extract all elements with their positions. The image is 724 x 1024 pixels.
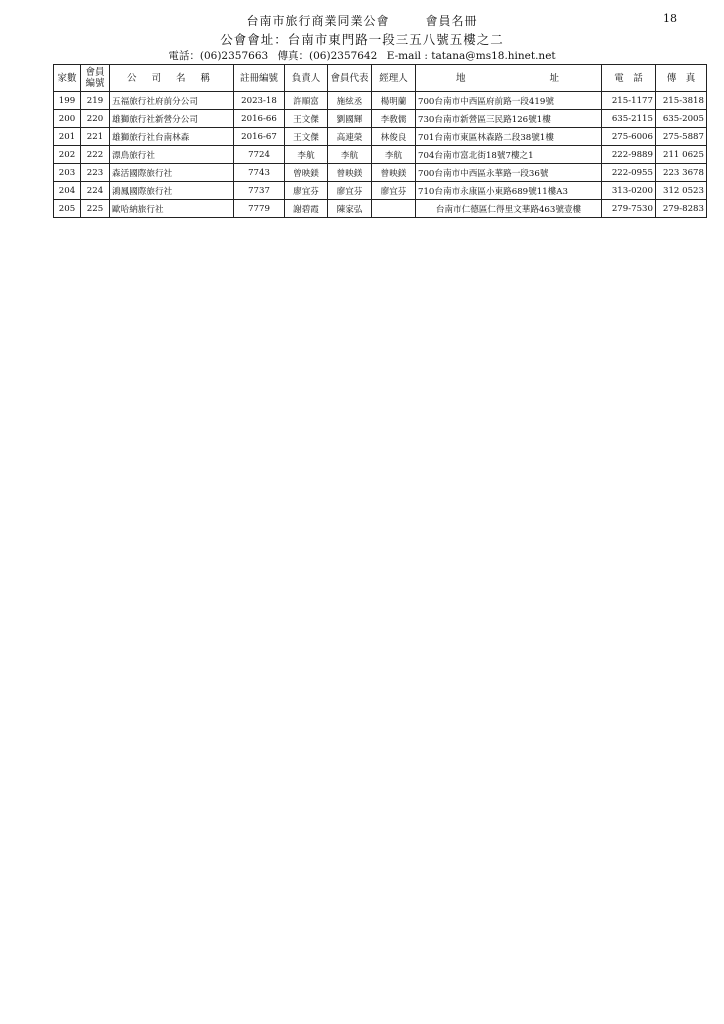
cell-phone: 222-0955 <box>602 164 656 182</box>
cell-rep: 陳家弘 <box>328 200 372 218</box>
cell-company: 五福旅行社府前分公司 <box>110 92 234 110</box>
header-member-no-line2: 編號 <box>85 78 105 89</box>
cell-address: 700台南市中西區府前路一段419號 <box>416 92 602 110</box>
cell-owner: 許順富 <box>285 92 328 110</box>
table-row <box>54 128 707 146</box>
cell-company: 雄獅旅行社新營分公司 <box>110 110 234 128</box>
cell-company: 森活國際旅行社 <box>110 164 234 182</box>
cell-address: 700台南市中西區永華路一段36號 <box>416 164 602 182</box>
page-number: 18 <box>663 12 677 25</box>
cell-address: 730台南市新營區三民路126號1樓 <box>416 110 602 128</box>
cell-member-no: 221 <box>81 128 110 146</box>
member-table <box>53 64 707 218</box>
table-row <box>54 164 707 182</box>
contact-line <box>0 48 724 63</box>
cell-address: 台南市仁德區仁得里文華路463號壹樓 <box>416 200 602 218</box>
table-row <box>54 200 707 218</box>
cell-address: 704台南市富北街18號7樓之1 <box>416 146 602 164</box>
header-owner: 負責人 <box>285 65 328 92</box>
header-address-right: 址 <box>549 72 559 84</box>
register-title: 會員名冊 <box>425 14 478 28</box>
header-phone: 電 話 <box>602 65 656 92</box>
header-fax: 傳 真 <box>656 65 707 92</box>
header-company: 公 司 名 稱 <box>110 65 234 92</box>
cell-seq: 199 <box>54 92 81 110</box>
cell-owner: 李航 <box>285 146 328 164</box>
cell-manager: 李敎儒 <box>372 110 416 128</box>
cell-phone: 313-0200 <box>602 182 656 200</box>
fax-text: 傳真：(06)2357642 <box>277 50 378 62</box>
cell-company: 鴻鳳國際旅行社 <box>110 182 234 200</box>
cell-phone: 222-9889 <box>602 146 656 164</box>
cell-manager <box>372 200 416 218</box>
cell-owner: 曾映鎂 <box>285 164 328 182</box>
cell-fax: 279-8283 <box>656 200 707 218</box>
cell-address: 710台南市永康區小東路689號11樓A3 <box>416 182 602 200</box>
table-row <box>54 110 707 128</box>
email-text: E-mail : tatana@ms18.hinet.net <box>386 50 556 62</box>
header-member-no <box>81 65 110 92</box>
cell-fax: 635-2005 <box>656 110 707 128</box>
cell-member-no: 220 <box>81 110 110 128</box>
cell-member-no: 219 <box>81 92 110 110</box>
cell-rep: 李航 <box>328 146 372 164</box>
cell-rep: 曾映鎂 <box>328 164 372 182</box>
cell-rep: 高連榮 <box>328 128 372 146</box>
header-seq: 家數 <box>54 65 81 92</box>
cell-fax: 275-5887 <box>656 128 707 146</box>
cell-reg-no: 2023-18 <box>234 92 285 110</box>
header-row <box>54 65 707 92</box>
association-address: 公會會址：台南市東門路一段三五八號五樓之二 <box>220 32 504 47</box>
cell-phone: 275-6006 <box>602 128 656 146</box>
cell-fax: 215-3818 <box>656 92 707 110</box>
cell-rep: 劉國輝 <box>328 110 372 128</box>
cell-fax: 312 0523 <box>656 182 707 200</box>
cell-address: 701台南市東區林森路二段38號1樓 <box>416 128 602 146</box>
cell-manager: 楊明蘭 <box>372 92 416 110</box>
cell-reg-no: 7743 <box>234 164 285 182</box>
cell-fax: 223 3678 <box>656 164 707 182</box>
header-address-left: 地 <box>456 72 466 84</box>
header-reg-no: 註冊編號 <box>234 65 285 92</box>
cell-owner: 謝碧霞 <box>285 200 328 218</box>
header-rep: 會員代表 <box>328 65 372 92</box>
cell-seq: 201 <box>54 128 81 146</box>
cell-company: 漂鳥旅行社 <box>110 146 234 164</box>
table-row <box>54 146 707 164</box>
header-address <box>416 65 602 92</box>
cell-reg-no: 7779 <box>234 200 285 218</box>
cell-fax: 211 0625 <box>656 146 707 164</box>
cell-phone: 279-7530 <box>602 200 656 218</box>
cell-member-no: 222 <box>81 146 110 164</box>
cell-manager: 李航 <box>372 146 416 164</box>
header-manager: 經理人 <box>372 65 416 92</box>
cell-owner: 王文傑 <box>285 128 328 146</box>
cell-manager: 廖宜芬 <box>372 182 416 200</box>
header-member-no-line1: 會員 <box>85 67 105 78</box>
cell-member-no: 224 <box>81 182 110 200</box>
cell-member-no: 225 <box>81 200 110 218</box>
cell-seq: 202 <box>54 146 81 164</box>
cell-rep: 施絃丞 <box>328 92 372 110</box>
table-row <box>54 92 707 110</box>
cell-seq: 200 <box>54 110 81 128</box>
cell-reg-no: 7724 <box>234 146 285 164</box>
association-name: 台南市旅行商業同業公會 <box>246 14 390 28</box>
cell-manager: 林俊良 <box>372 128 416 146</box>
cell-seq: 204 <box>54 182 81 200</box>
cell-manager: 曾映鎂 <box>372 164 416 182</box>
table-row <box>54 182 707 200</box>
cell-phone: 635-2115 <box>602 110 656 128</box>
cell-rep: 廖宜芬 <box>328 182 372 200</box>
cell-seq: 203 <box>54 164 81 182</box>
cell-reg-no: 7737 <box>234 182 285 200</box>
cell-owner: 廖宜芬 <box>285 182 328 200</box>
cell-phone: 215-1177 <box>602 92 656 110</box>
cell-seq: 205 <box>54 200 81 218</box>
cell-owner: 王文傑 <box>285 110 328 128</box>
cell-company: 歐哈納旅行社 <box>110 200 234 218</box>
cell-member-no: 223 <box>81 164 110 182</box>
cell-reg-no: 2016-66 <box>234 110 285 128</box>
cell-reg-no: 2016-67 <box>234 128 285 146</box>
cell-company: 雄獅旅行社台南林森 <box>110 128 234 146</box>
document-title <box>0 12 724 29</box>
phone-text: 電話：(06)2357663 <box>168 50 269 62</box>
